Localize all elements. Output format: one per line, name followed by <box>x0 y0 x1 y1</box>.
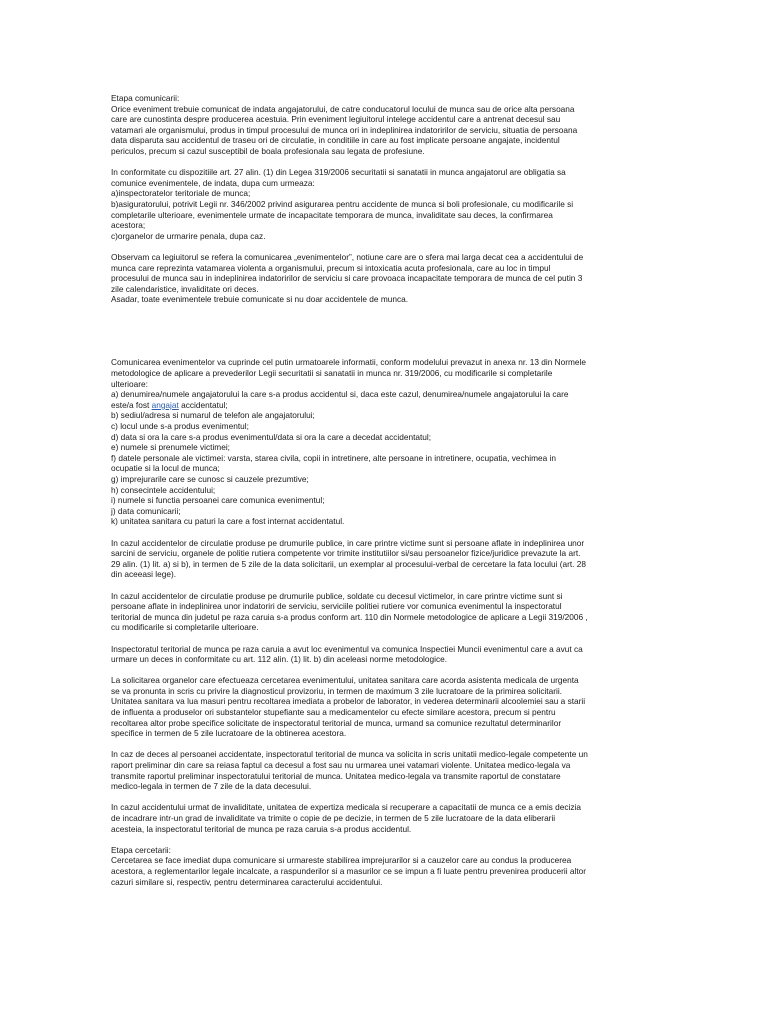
text-line: Comunicarea evenimentelor va cuprinde cel putin urmatoarele informatii, conform modelului prevazut in anexa nr. 13 din Normele <box>111 357 587 368</box>
text-line: medico-legala in termen de 7 zile de la data decesului. <box>111 781 312 792</box>
text-line: Unitatea sanitara va lua masuri pentru recoltarea imediata a probelor de laborator, in vederea determinarii alcoolemiei sau a starii <box>111 696 586 707</box>
paragraph <box>111 357 656 527</box>
section-heading: Etapa cercetarii: <box>111 844 171 855</box>
text-line: Orice eveniment trebuie comunicat de indata angajatorului, de catre conducatorul locului de munca sau de orice alta persoana <box>111 103 575 114</box>
text-line: La solicitarea organelor care efectueaza cercetarea evenimentului, unitatea sanitara care acorda asistenta medicala de urgenta <box>111 675 579 686</box>
section-cercetare <box>111 845 656 887</box>
text-line: completarile ulterioare, evenimentele urmate de incapacitate temporara de munca, invaliditate sau deces, la confirmarea <box>111 209 553 220</box>
paragraph <box>111 855 656 887</box>
text-line: Asadar, toate evenimentele trebuie comunicate si nu doar accidentele de munca. <box>111 294 409 305</box>
text-line: care are cunostinta despre producerea acestuia. Prin eveniment legiuitorul intelege accidentul care a antrenat decesul sau <box>111 114 561 125</box>
text-line: metodologice de aplicare a prevederilor Legii securitatii si sanatatii in munca nr. 319/2006, cu modificarile si completarile <box>111 368 553 379</box>
text-line: c)organelor de urmarire penala, dupa caz. <box>111 230 266 241</box>
text-line: In cazul accidentului urmat de invaliditate, unitatea de expertiza medicala si recuperare a capacitatii de munca ce a emis decizia <box>111 802 581 813</box>
text-line: vatamari ale organismului, produs in timpul procesului de munca ori in indeplinirea indatoririlor de serviciu, situatia de persoana <box>111 124 578 135</box>
text-fragment: accidentatul; <box>178 399 228 410</box>
paragraph <box>111 675 656 739</box>
text-line: de influenta a produselor ori substantelor stupefiante sau a medicamentelor cu efecte similare acestora, precum si pentru <box>111 707 556 718</box>
text-line: acestora, a reglementarilor legale incalcate, a raspunderilor si a masurilor ce se impun a fi luate pentru prevenirea producerii altor <box>111 865 587 876</box>
text-line: ocupatie si la locul de munca; <box>111 463 220 474</box>
text-line: specifice in termen de 5 zile lucratoare de la obtinerea acestora. <box>111 728 347 739</box>
text-line: cu modificarile si completarile ulterioare. <box>111 622 259 633</box>
text-line: urmare un deces in conformitate cu art. 112 alin. (1) lit. b) din aceleasi norme metodologice. <box>111 654 448 665</box>
text-line: ulterioare: <box>111 378 148 389</box>
text-line: h) consecintele accidentului; <box>111 484 216 495</box>
text-line: raport preliminar din care sa reiasa faptul ca decesul a fost sau nu urmarea unei vatamari violente. Unitatea medico-legala va <box>111 760 571 771</box>
text-line: zile calendaristice, invaliditate ori deces. <box>111 283 259 294</box>
section-gap <box>111 315 656 357</box>
text-line: e) numele si prenumele victimei; <box>111 442 230 453</box>
text-line: In cazul accidentelor de circulatie produse pe drumurile publice, soldate cu decesul victimelor, in care printre victime sunt si <box>111 590 563 601</box>
text-line: data disparuta sau accidentul de traseu ori de circulatie, in conditiile in care au fost implicate persoane angajate, incidentul <box>111 135 560 146</box>
section-continut <box>111 315 656 834</box>
text-line: recoltarea altor probe specifice solicitate de inspectoratul teritorial de munca, urmand sa comunice rezultatul determinarilor <box>111 717 562 728</box>
paragraph <box>111 252 656 305</box>
text-line: f) datele personale ale victimei: varsta, starea civila, copii in intretinere, alte persoane in intretinere, ocupatia, vechimea in <box>111 452 557 463</box>
text-line: c) locul unde s-a produs evenimentul; <box>111 421 249 432</box>
text-fragment: este/a fost <box>111 399 152 410</box>
text-line: In conformitate cu dispozitiile art. 27 alin. (1) din Legea 319/2006 securitatii si sanatatii in munca angajatorul are obligatia sa <box>111 167 566 178</box>
text-line: Inspectoratul teritorial de munca pe raza caruia a avut loc evenimentul va comunica Inspectiei Muncii evenimentul care a avut ca <box>111 643 583 654</box>
paragraph <box>111 802 656 834</box>
text-line: sarcini de serviciu, organele de politie rutiera competente vor trimite institutiilor si/sau persoanelor fizice/juridice prevazute la art. <box>111 548 581 559</box>
text-line: b)asiguratorului, potrivit Legii nr. 346/2002 privind asigurarea pentru accidente de munca si boli profesionale, cu modificarile si <box>111 198 574 209</box>
text-line <box>111 400 656 411</box>
text-line: de incadrare intr-un grad de invaliditate va trimite o copie de pe decizie, in termen de 5 zile lucratoare de la data eliberarii <box>111 813 556 823</box>
paragraph <box>111 538 656 580</box>
text-line: acesteia, la inspectoratul teritorial de munca pe raza caruia s-a produs accidentul. <box>111 823 412 834</box>
section-heading: Etapa comunicarii: <box>111 93 180 103</box>
text-line: din aceeasi lege). <box>111 569 177 580</box>
text-line: a)inspectoratelor teritoriale de munca; <box>111 188 251 199</box>
text-line: se va pronunta in scris cu privire la diagnosticul provizoriu, in termen de maximum 3 zile lucratoare de la primirea solicitarii. <box>111 685 562 696</box>
text-line: d) data si ora la care s-a produs evenimentul/data si ora la care a decedat accidentatul; <box>111 431 432 442</box>
text-line: Observam ca legiuitorul se refera la comunicarea „evenimentelor”, notiune care are o sfera mai larga decat cea a accidentului de <box>111 251 584 262</box>
text-line: b) sediul/adresa si numarul de telefon ale angajatorului; <box>111 410 315 421</box>
text-line: i) numele si functia persoanei care comunica evenimentul; <box>111 495 325 506</box>
text-line: Cercetarea se face imediat dupa comunicare si urmareste stabilirea imprejurarilor si a cauzelor care au condus la producerea <box>111 855 572 866</box>
text-line: procesului de munca sau in indeplinirea indatoririlor de serviciu si care provoaca incapacitate temporara de munca de cel putin 3 <box>111 273 583 284</box>
text-line: munca care reprezinta vatamarea violenta a organismului, precum si intoxicatia acuta profesionala, care au loc in timpul <box>111 262 551 273</box>
text-line: transmite raportul preliminar inspectoratului teritorial de munca. Unitatea medico-legala va transmite raportul de constatare <box>111 770 561 781</box>
link-angajat[interactable]: angajat <box>151 399 179 410</box>
text-line: j) data comunicarii; <box>111 505 181 516</box>
paragraph <box>111 749 656 791</box>
text-line: g) imprejurarile care se cunosc si cauzele prezumtive; <box>111 474 309 484</box>
text-line: 29 alin. (1) lit. a) si b), in termen de 5 zile de la data solicitarii, un exemplar al procesului-verbal de cercetare la fata locului (art. 28 <box>111 558 586 569</box>
text-line: k) unitatea sanitara cu paturi la care a fost internat accidentatul. <box>111 516 345 527</box>
text-line: acestora; <box>111 220 146 231</box>
paragraph <box>111 591 656 633</box>
paragraph <box>111 167 656 241</box>
section-comunicare <box>111 93 656 305</box>
text-line: In caz de deces al persoanei accidentate, inspectoratul teritorial de munca va solicita in scris unitatii medico-legale competente un <box>111 749 588 760</box>
paragraph <box>111 104 656 157</box>
paragraph <box>111 644 656 665</box>
text-line: cazuri similare si, respectiv, pentru determinarea caracterului accidentului. <box>111 876 383 887</box>
text-line: comunice evenimentele, de indata, dupa cum urmeaza: <box>111 177 315 188</box>
text-line: In cazul accidentelor de circulatie produse pe drumurile publice, in care printre victime sunt si persoane aflate in indeplinirea unor <box>111 537 585 548</box>
text-line: periculos, precum si cazul susceptibil de boala profesionala sau legata de profesiune. <box>111 145 425 156</box>
text-line: teritorial de munca din judetul pe raza caruia s-a produs conform art. 110 din Normele metodologice de aplicare a Legii 319/2006 , <box>111 611 588 622</box>
text-line: a) denumirea/numele angajatorului la care s-a produs accidentul si, daca este cazul, denumirea/numele angajatorului la care <box>111 389 569 400</box>
text-line: persoane aflate in indeplinirea unor indatoriri de serviciu, serviciile politiei rutiere vor comunica evenimentul la inspectoratul <box>111 601 562 612</box>
document-page <box>111 93 656 898</box>
